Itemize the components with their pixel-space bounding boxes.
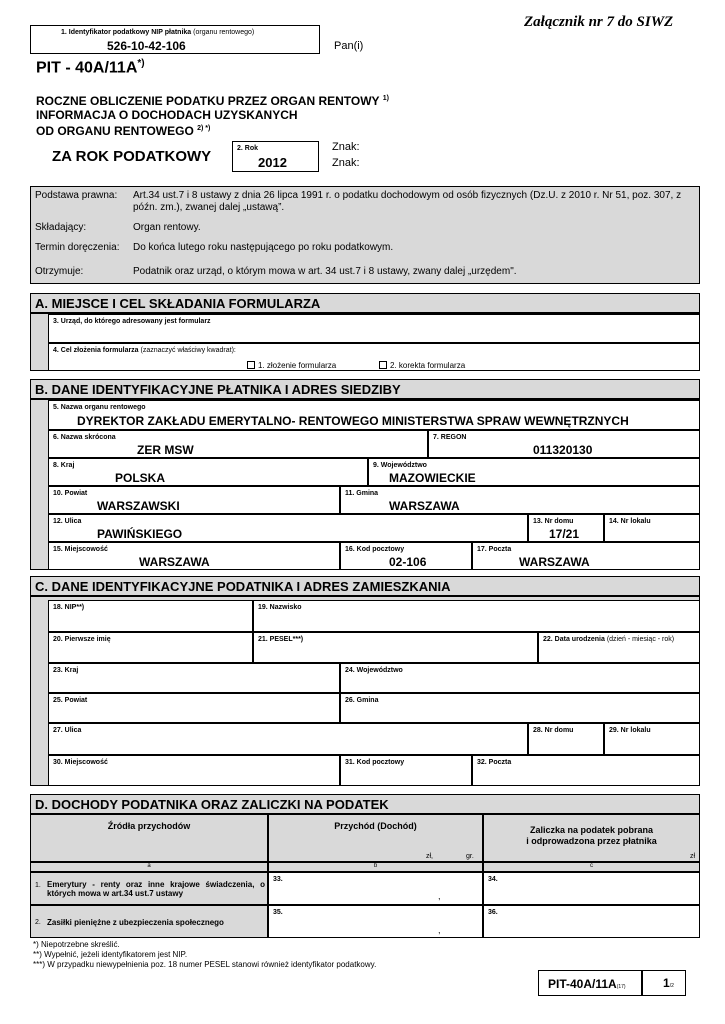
checkbox-correction[interactable] [379, 361, 387, 369]
col-advance-header [483, 814, 700, 862]
post-office-field[interactable] [472, 542, 700, 570]
letter-a: a [147, 863, 151, 869]
postal-code-field[interactable] [340, 542, 472, 570]
row-pensions-text: Emerytury - renty oraz inne krajowe świadczenia, o których mowa w art.34 ust.7 ustawy [47, 880, 265, 898]
pan-label: Pan(i) [334, 40, 364, 52]
row-pensions-label [30, 872, 268, 905]
taxpayer-post-office-field[interactable] [472, 755, 700, 786]
section-b-title: B. DANE IDENTYFIKACYJNE PŁATNIKA I ADRES SIEDZIBY [30, 379, 700, 399]
f26-label: 26. Gmina [345, 697, 379, 704]
f4-label: 4. Cel złożenia formularza [53, 347, 139, 354]
office-field[interactable] [48, 314, 700, 343]
taxpayer-apartment-field[interactable] [604, 723, 700, 755]
footnote-2: **) Wypełnić, jeżeli identyfikatorem jest NIP. [33, 950, 188, 959]
f5-label: 5. Nazwa organu rentowego [53, 404, 146, 411]
taxpayer-street-field[interactable] [48, 723, 528, 755]
f34-label: 34. [488, 876, 498, 883]
taxpayer-nip-field[interactable] [48, 600, 253, 632]
f5-value: DYREKTOR ZAKŁADU EMERYTALNO- RENTOWEGO MINISTERSTWA SPRAW WEWNĘTRZNYCH [77, 414, 629, 428]
f4-note: (zaznaczyć właściwy kwadrat): [140, 347, 236, 354]
taxpayer-voivodeship-field[interactable] [340, 663, 700, 693]
field-35[interactable] [268, 905, 483, 938]
f15-label: 15. Miejscowość [53, 546, 108, 553]
f36-label: 36. [488, 909, 498, 916]
field-33[interactable] [268, 872, 483, 905]
year-label: 2. Rok [237, 145, 259, 152]
submitter-text: Organ rentowy. [133, 222, 201, 233]
regon-field[interactable] [428, 430, 700, 458]
taxpayer-city-field[interactable] [48, 755, 340, 786]
title-line-3-sup: 2) *) [197, 125, 211, 132]
letter-a-cell [30, 862, 268, 872]
f20-label: 20. Pierwsze imię [53, 636, 111, 643]
taxpayer-country-field[interactable] [48, 663, 340, 693]
form-code [36, 58, 145, 77]
row-pensions-num: 1. [35, 882, 41, 889]
recipient-text: Podatnik oraz urząd, o którym mowa w art. 34 ust.7 i 8 ustawy, zwany dalej „urzędem". [133, 266, 517, 277]
street-field[interactable] [48, 514, 528, 542]
footer-form-ver: (17) [616, 984, 626, 990]
deadline-label: Termin doręczenia: [35, 242, 120, 253]
row-benefits-label [30, 905, 268, 938]
f8-value: POLSKA [115, 471, 166, 485]
section-c-title: C. DANE IDENTYFIKACYJNE PODATNIKA I ADRES ZAMIESZKANIA [30, 576, 700, 596]
title-line-1: ROCZNE OBLICZENIE PODATKU PRZEZ ORGAN RENTOWY [36, 94, 380, 108]
f17-value: WARSZAWA [519, 555, 590, 569]
nip-value[interactable]: 526-10-42-106 [107, 39, 186, 53]
voivodeship-field[interactable] [368, 458, 700, 486]
f29-label: 29. Nr lokalu [609, 727, 651, 734]
info-block [30, 186, 700, 284]
znak-2: Znak: [332, 157, 360, 169]
f13-value: 17/21 [549, 527, 580, 541]
district-field[interactable] [48, 486, 340, 514]
col-sources-header [30, 814, 268, 862]
row-benefits-text: Zasiłki pieniężne z ubezpieczenia społecznego [47, 918, 224, 927]
title-line-3: OD ORGANU RENTOWEGO [36, 124, 194, 138]
form-code-sup: *) [137, 58, 145, 69]
unit-gr: gr. [466, 853, 474, 860]
footer-page-of: /2 [669, 983, 674, 989]
purpose-field [48, 343, 700, 371]
letter-b: b [373, 863, 378, 869]
section-d-title: D. DOCHODY PODATNIKA ORAZ ZALICZKI NA PODATEK [30, 794, 700, 814]
f10-label: 10. Powiat [53, 490, 88, 497]
title-line-2: INFORMACJA O DOCHODACH UZYSKANYCH [36, 108, 298, 122]
f31-label: 31. Kod pocztowy [345, 759, 405, 766]
payer-name-field[interactable] [48, 400, 700, 430]
f35-comma: , [438, 925, 441, 935]
unit-zl: zł, [426, 853, 433, 860]
surname-field[interactable] [253, 600, 700, 632]
unit-zl-2: zł [690, 853, 696, 860]
col-income-header [268, 814, 483, 862]
f6-label: 6. Nazwa skrócona [53, 434, 116, 441]
country-field[interactable] [48, 458, 368, 486]
f19-label: 19. Nazwisko [258, 604, 302, 611]
f10-value: WARSZAWSKI [97, 499, 180, 513]
nip-label-note: (organu rentowego) [193, 29, 255, 36]
f14-label: 14. Nr lokalu [609, 518, 651, 525]
f8-label: 8. Kraj [53, 462, 75, 469]
f25-label: 25. Powiat [53, 697, 88, 704]
apartment-number-field[interactable] [604, 514, 700, 542]
title-line-1-sup: 1) [382, 95, 389, 102]
f11-value: WARSZAWA [389, 499, 460, 513]
f17-label: 17. Poczta [477, 546, 512, 553]
col-sources-label: Źródła przychodów [107, 821, 191, 831]
f32-label: 32. Poczta [477, 759, 512, 766]
f28-label: 28. Nr domu [533, 727, 574, 734]
municipality-field[interactable] [340, 486, 700, 514]
footer-form-code-box [538, 970, 642, 996]
footnote-1: *) Niepotrzebne skreślić. [33, 940, 120, 949]
f3-label: 3. Urząd, do którego adresowany jest formularz [53, 318, 211, 325]
year-box [232, 141, 319, 172]
submitter-label: Składający: [35, 222, 87, 233]
deadline-text: Do końca lutego roku następującego po roku podatkowym. [133, 242, 394, 253]
footnote-3: ***) W przypadku niewypełnienia poz. 18 numer PESEL stanowi również identyfikator podatkowy. [33, 960, 377, 969]
option-submit-label: 1. złożenie formularza [258, 361, 337, 370]
f6-value: ZER MSW [137, 443, 194, 457]
field-36[interactable] [483, 905, 700, 938]
section-a-title: A. MIEJSCE I CEL SKŁADANIA FORMULARZA [30, 293, 700, 313]
col-advance-label-1: Zaliczka na podatek pobrana [529, 825, 654, 835]
city-field[interactable] [48, 542, 340, 570]
letter-c: c [590, 863, 593, 869]
f16-label: 16. Kod pocztowy [345, 546, 405, 553]
field-34[interactable] [483, 872, 700, 905]
f24-label: 24. Województwo [345, 667, 403, 674]
f12-value: PAWIŃSKIEGO [97, 527, 183, 541]
f33-label: 33. [273, 876, 283, 883]
f9-label: 9. Województwo [373, 462, 427, 469]
f9-value: MAZOWIECKIE [389, 471, 476, 485]
col-advance-label-2: i odprowadzona przez płatnika [526, 836, 657, 846]
form-code-text: PIT - 40A/11A [36, 59, 138, 77]
znak-1: Znak: [332, 141, 360, 153]
attachment-note: Załącznik nr 7 do SIWZ [524, 14, 674, 30]
col-income-label: Przychód (Dochód) [334, 821, 417, 831]
letter-b-cell [268, 862, 483, 872]
footnotes [33, 940, 376, 970]
recipient-label: Otrzymuje: [35, 266, 84, 277]
taxpayer-municipality-field[interactable] [340, 693, 700, 723]
f21-label: 21. PESEL***) [258, 636, 304, 643]
birth-date-field[interactable] [538, 632, 700, 663]
house-number-field[interactable] [528, 514, 604, 542]
f7-value: 011320130 [533, 443, 593, 457]
basis-label: Podstawa prawna: [35, 190, 118, 201]
form-title [36, 92, 389, 138]
f35-label: 35. [273, 909, 283, 916]
checkbox-submit[interactable] [247, 361, 255, 369]
f27-label: 27. Ulica [53, 727, 82, 734]
footer-page-box [642, 970, 686, 996]
f15-value: WARSZAWA [139, 555, 210, 569]
taxpayer-postal-field[interactable] [340, 755, 472, 786]
option-correction-label: 2. korekta formularza [390, 361, 466, 370]
taxpayer-district-field[interactable] [48, 693, 340, 723]
year-value[interactable]: 2012 [258, 155, 287, 170]
footer-form-code: PIT-40A/11A [548, 977, 617, 991]
f30-label: 30. Miejscowość [53, 759, 108, 766]
letter-c-cell [483, 862, 700, 872]
taxpayer-house-field[interactable] [528, 723, 604, 755]
short-name-field[interactable] [48, 430, 428, 458]
first-name-field[interactable] [48, 632, 253, 663]
f22-note: (dzień - miesiąc - rok) [606, 636, 675, 643]
f12-label: 12. Ulica [53, 518, 82, 525]
f11-label: 11. Gmina [345, 490, 379, 497]
f18-label: 18. NIP**) [53, 604, 85, 611]
f16-value: 02-106 [389, 555, 427, 569]
f13-label: 13. Nr domu [533, 518, 574, 525]
f23-label: 23. Kraj [53, 667, 79, 674]
f7-label: 7. REGON [433, 434, 467, 441]
f22-label: 22. Data urodzenia [543, 636, 605, 643]
footer-page: 1 [663, 976, 670, 990]
f33-comma: , [438, 891, 441, 901]
pesel-field[interactable] [253, 632, 538, 663]
row-benefits-num: 2. [35, 919, 41, 926]
nip-box [30, 25, 320, 54]
year-heading: ZA ROK PODATKOWY [52, 148, 212, 165]
nip-label: 1. Identyfikator podatkowy NIP płatnika [61, 29, 192, 36]
option-correction[interactable] [379, 361, 465, 370]
basis-text: Art.34 ust.7 i 8 ustawy z dnia 26 lipca 1991 r. o podatku dochodowym od osób fizycznych (Dz.U. z 2010 r. Nr 51, poz. 307, z późn. zm.), zwanej dalej „ustawą”. [133, 190, 682, 213]
option-submit[interactable] [247, 361, 336, 370]
